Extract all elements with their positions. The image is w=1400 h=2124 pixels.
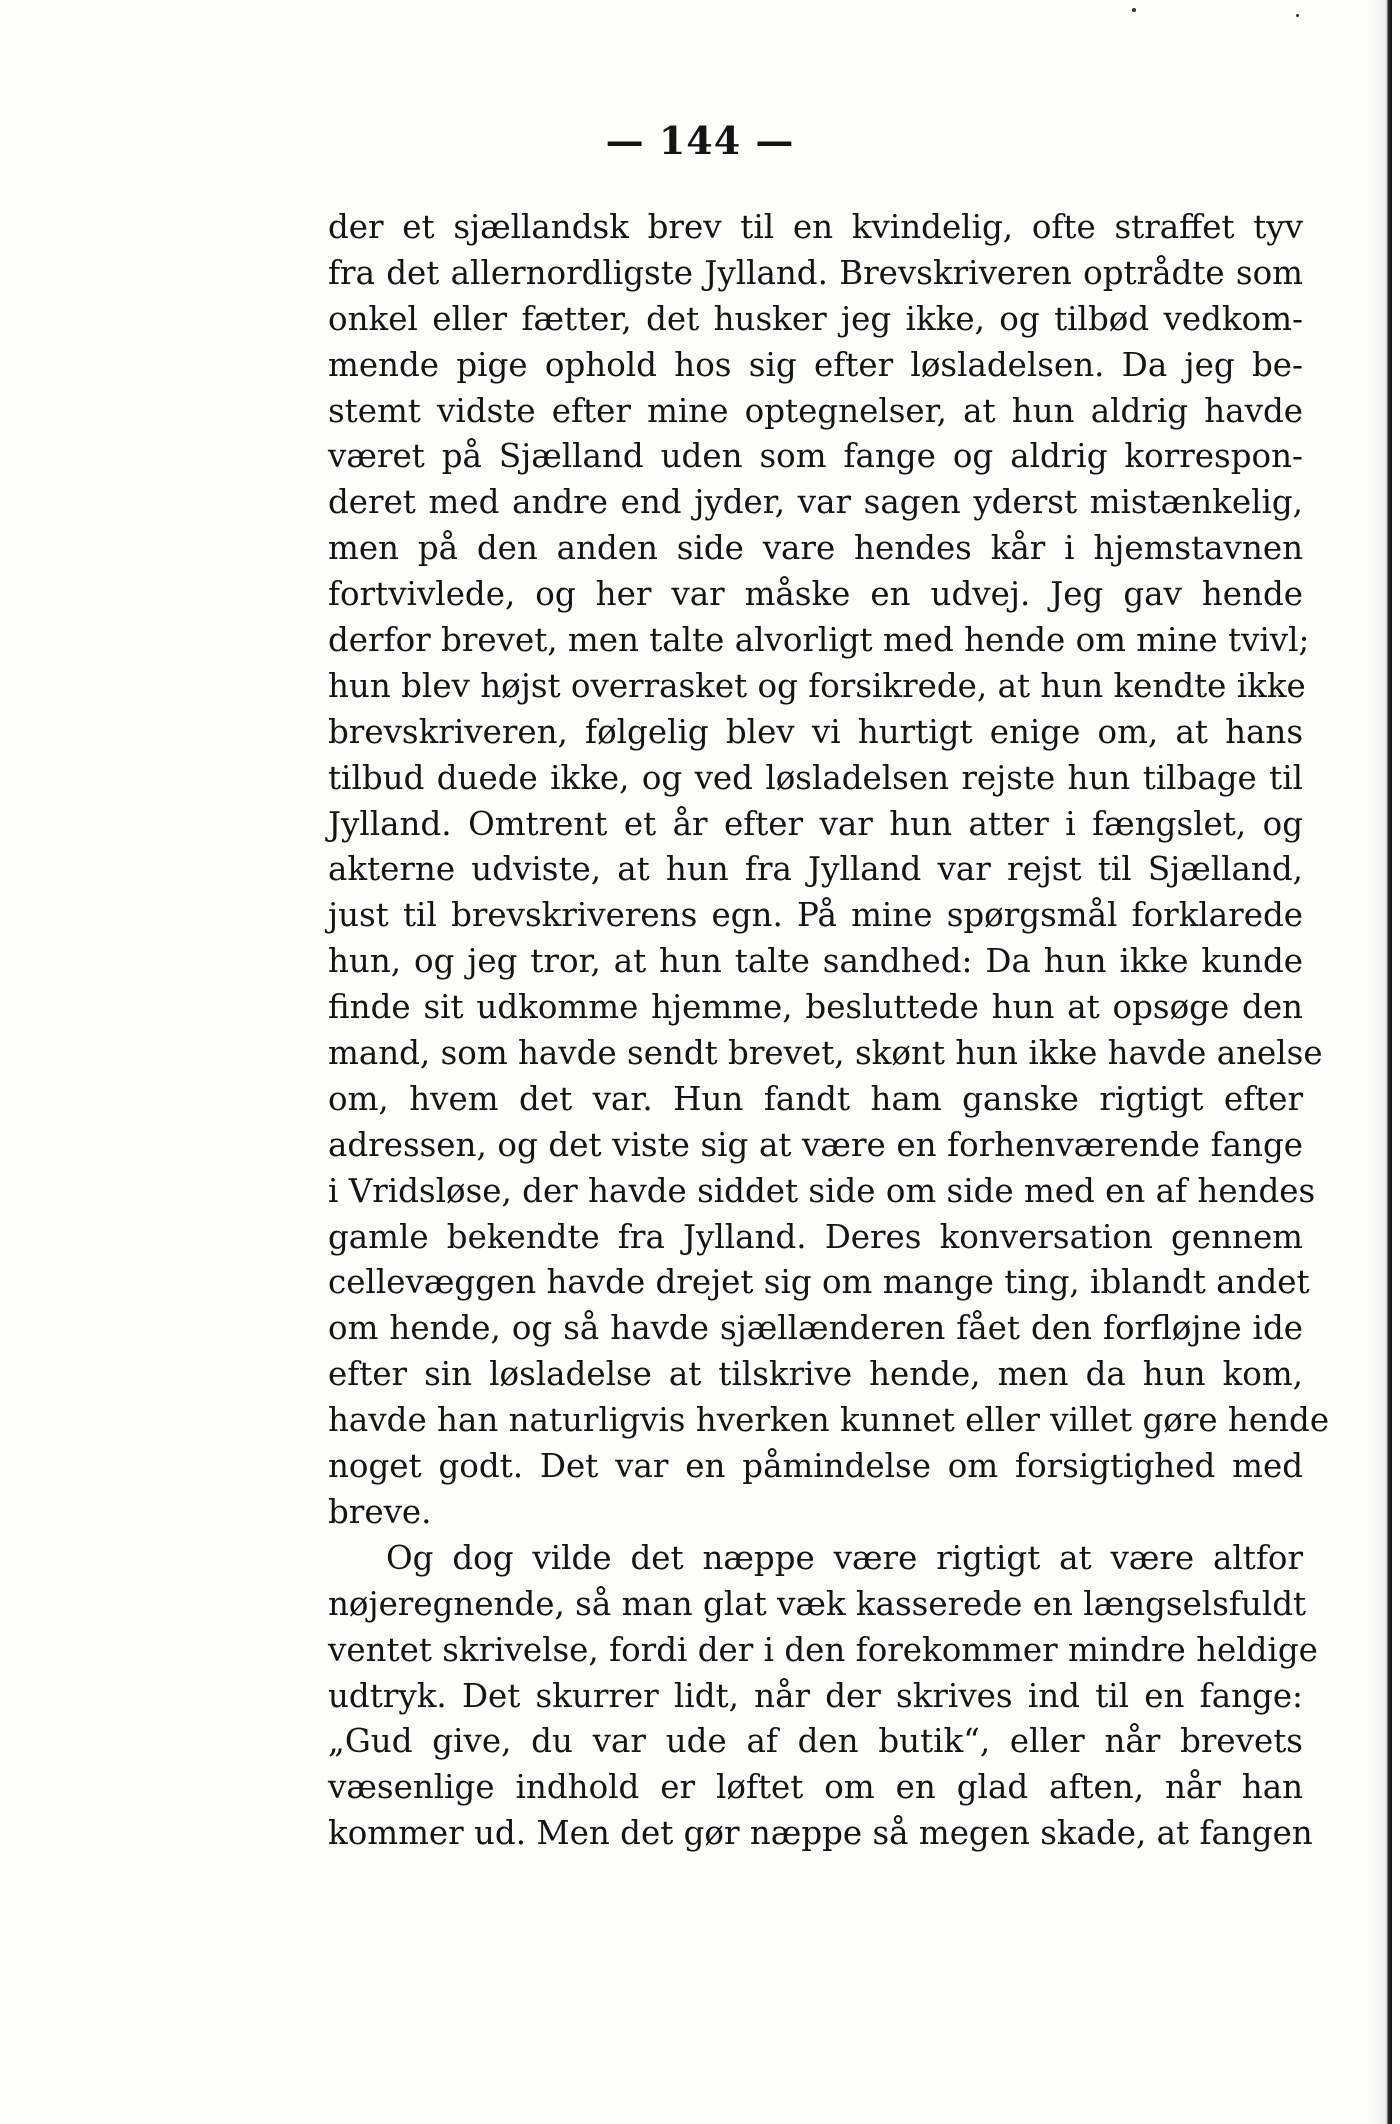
- text-line: brevskriveren, følgelig blev vi hurtigt enige om, at hans: [328, 712, 1303, 751]
- text-line: just til brevskriverens egn. På mine spørgsmål forklarede: [328, 896, 1303, 935]
- text-line: mende pige ophold hos sig efter løsladelsen. Da jeg be-: [328, 345, 1303, 384]
- text-line: kommer ud. Men det gør næppe så megen skade, at fangen: [328, 1814, 1313, 1853]
- text-line: „Gud give, du var ude af den butik“, eller når brevets: [328, 1722, 1303, 1761]
- text-line: fra det allernordligste Jylland. Brevskriveren optrådte som: [328, 253, 1303, 292]
- text-line: derfor brevet, men talte alvorligt med hende om mine tvivl;: [328, 621, 1310, 660]
- text-line: fortvivlede, og her var måske en udvej. Jeg gav hende: [328, 575, 1303, 614]
- text-line: deret med andre end jyder, var sagen yderst mistænkelig,: [328, 483, 1303, 522]
- text-line: om, hvem det var. Hun fandt ham ganske rigtigt efter: [328, 1079, 1303, 1118]
- text-line: ventet skrivelse, fordi der i den forekommer mindre heldige: [328, 1630, 1318, 1669]
- paragraph: [328, 205, 1330, 1536]
- text-line: Jylland. Omtrent et år efter var hun atter i fængslet, og: [328, 804, 1303, 843]
- text-line: udtryk. Det skurrer lidt, når der skrives ind til en fange:: [328, 1676, 1303, 1715]
- text-line: onkel eller fætter, det husker jeg ikke, og tilbød vedkom-: [328, 299, 1303, 338]
- print-speck: [1132, 8, 1136, 12]
- text-line: der et sjællandsk brev til en kvindelig, ofte straffet tyv: [328, 208, 1303, 246]
- text-line: væsenlige indhold er løftet om en glad aften, når han: [328, 1768, 1303, 1807]
- text-line: stemt vidste efter mine optegnelser, at hun aldrig havde: [328, 391, 1303, 430]
- body-text: [328, 205, 1330, 1857]
- page-edge: [1386, 0, 1392, 2124]
- text-line: i Vridsløse, der havde siddet side om side med en af hendes: [328, 1171, 1316, 1210]
- text-line: Og dog vilde det næppe være rigtigt at være altfor: [386, 1538, 1303, 1577]
- page-edge-shadow: [1368, 0, 1386, 2124]
- text-line: akterne udviste, at hun fra Jylland var rejst til Sjælland,: [328, 850, 1303, 889]
- text-line: adressen, og det viste sig at være en forhenværende fange: [328, 1125, 1303, 1164]
- text-line: noget godt. Det var en påmindelse om forsigtighed med: [328, 1447, 1303, 1486]
- text-line: men på den anden side vare hendes kår i hjemstavnen: [328, 529, 1303, 568]
- text-line: nøjeregnende, så man glat væk kasserede en længselsfuldt: [328, 1584, 1307, 1623]
- text-line: mand, som havde sendt brevet, skønt hun ikke havde anelse: [328, 1034, 1323, 1073]
- text-line: tilbud duede ikke, og ved løsladelsen rejste hun tilbage til: [328, 758, 1303, 797]
- page-number: — 144 —: [605, 118, 795, 163]
- text-line: finde sit udkomme hjemme, besluttede hun at opsøge den: [328, 988, 1303, 1027]
- print-speck: [1296, 14, 1299, 17]
- text-line: havde han naturligvis hverken kunnet eller villet gøre hende: [328, 1401, 1330, 1440]
- text-line: cellevæggen havde drejet sig om mange ting, iblandt andet: [328, 1263, 1310, 1302]
- text-line: hun blev højst overrasket og forsikrede, at hun kendte ikke: [328, 666, 1306, 705]
- text-line: gamle bekendte fra Jylland. Deres konversation gennem: [328, 1217, 1303, 1256]
- text-line: efter sin løsladelse at tilskrive hende, men da hun kom,: [328, 1355, 1303, 1394]
- paragraph: [328, 1536, 1318, 1857]
- text-line: været på Sjælland uden som fange og aldrig korrespon-: [328, 437, 1303, 476]
- text-line: breve.: [328, 1492, 432, 1531]
- text-line: om hende, og så havde sjællænderen fået den forfløjne ide: [328, 1309, 1303, 1348]
- text-line: hun, og jeg tror, at hun talte sandhed: Da hun ikke kunde: [328, 942, 1303, 981]
